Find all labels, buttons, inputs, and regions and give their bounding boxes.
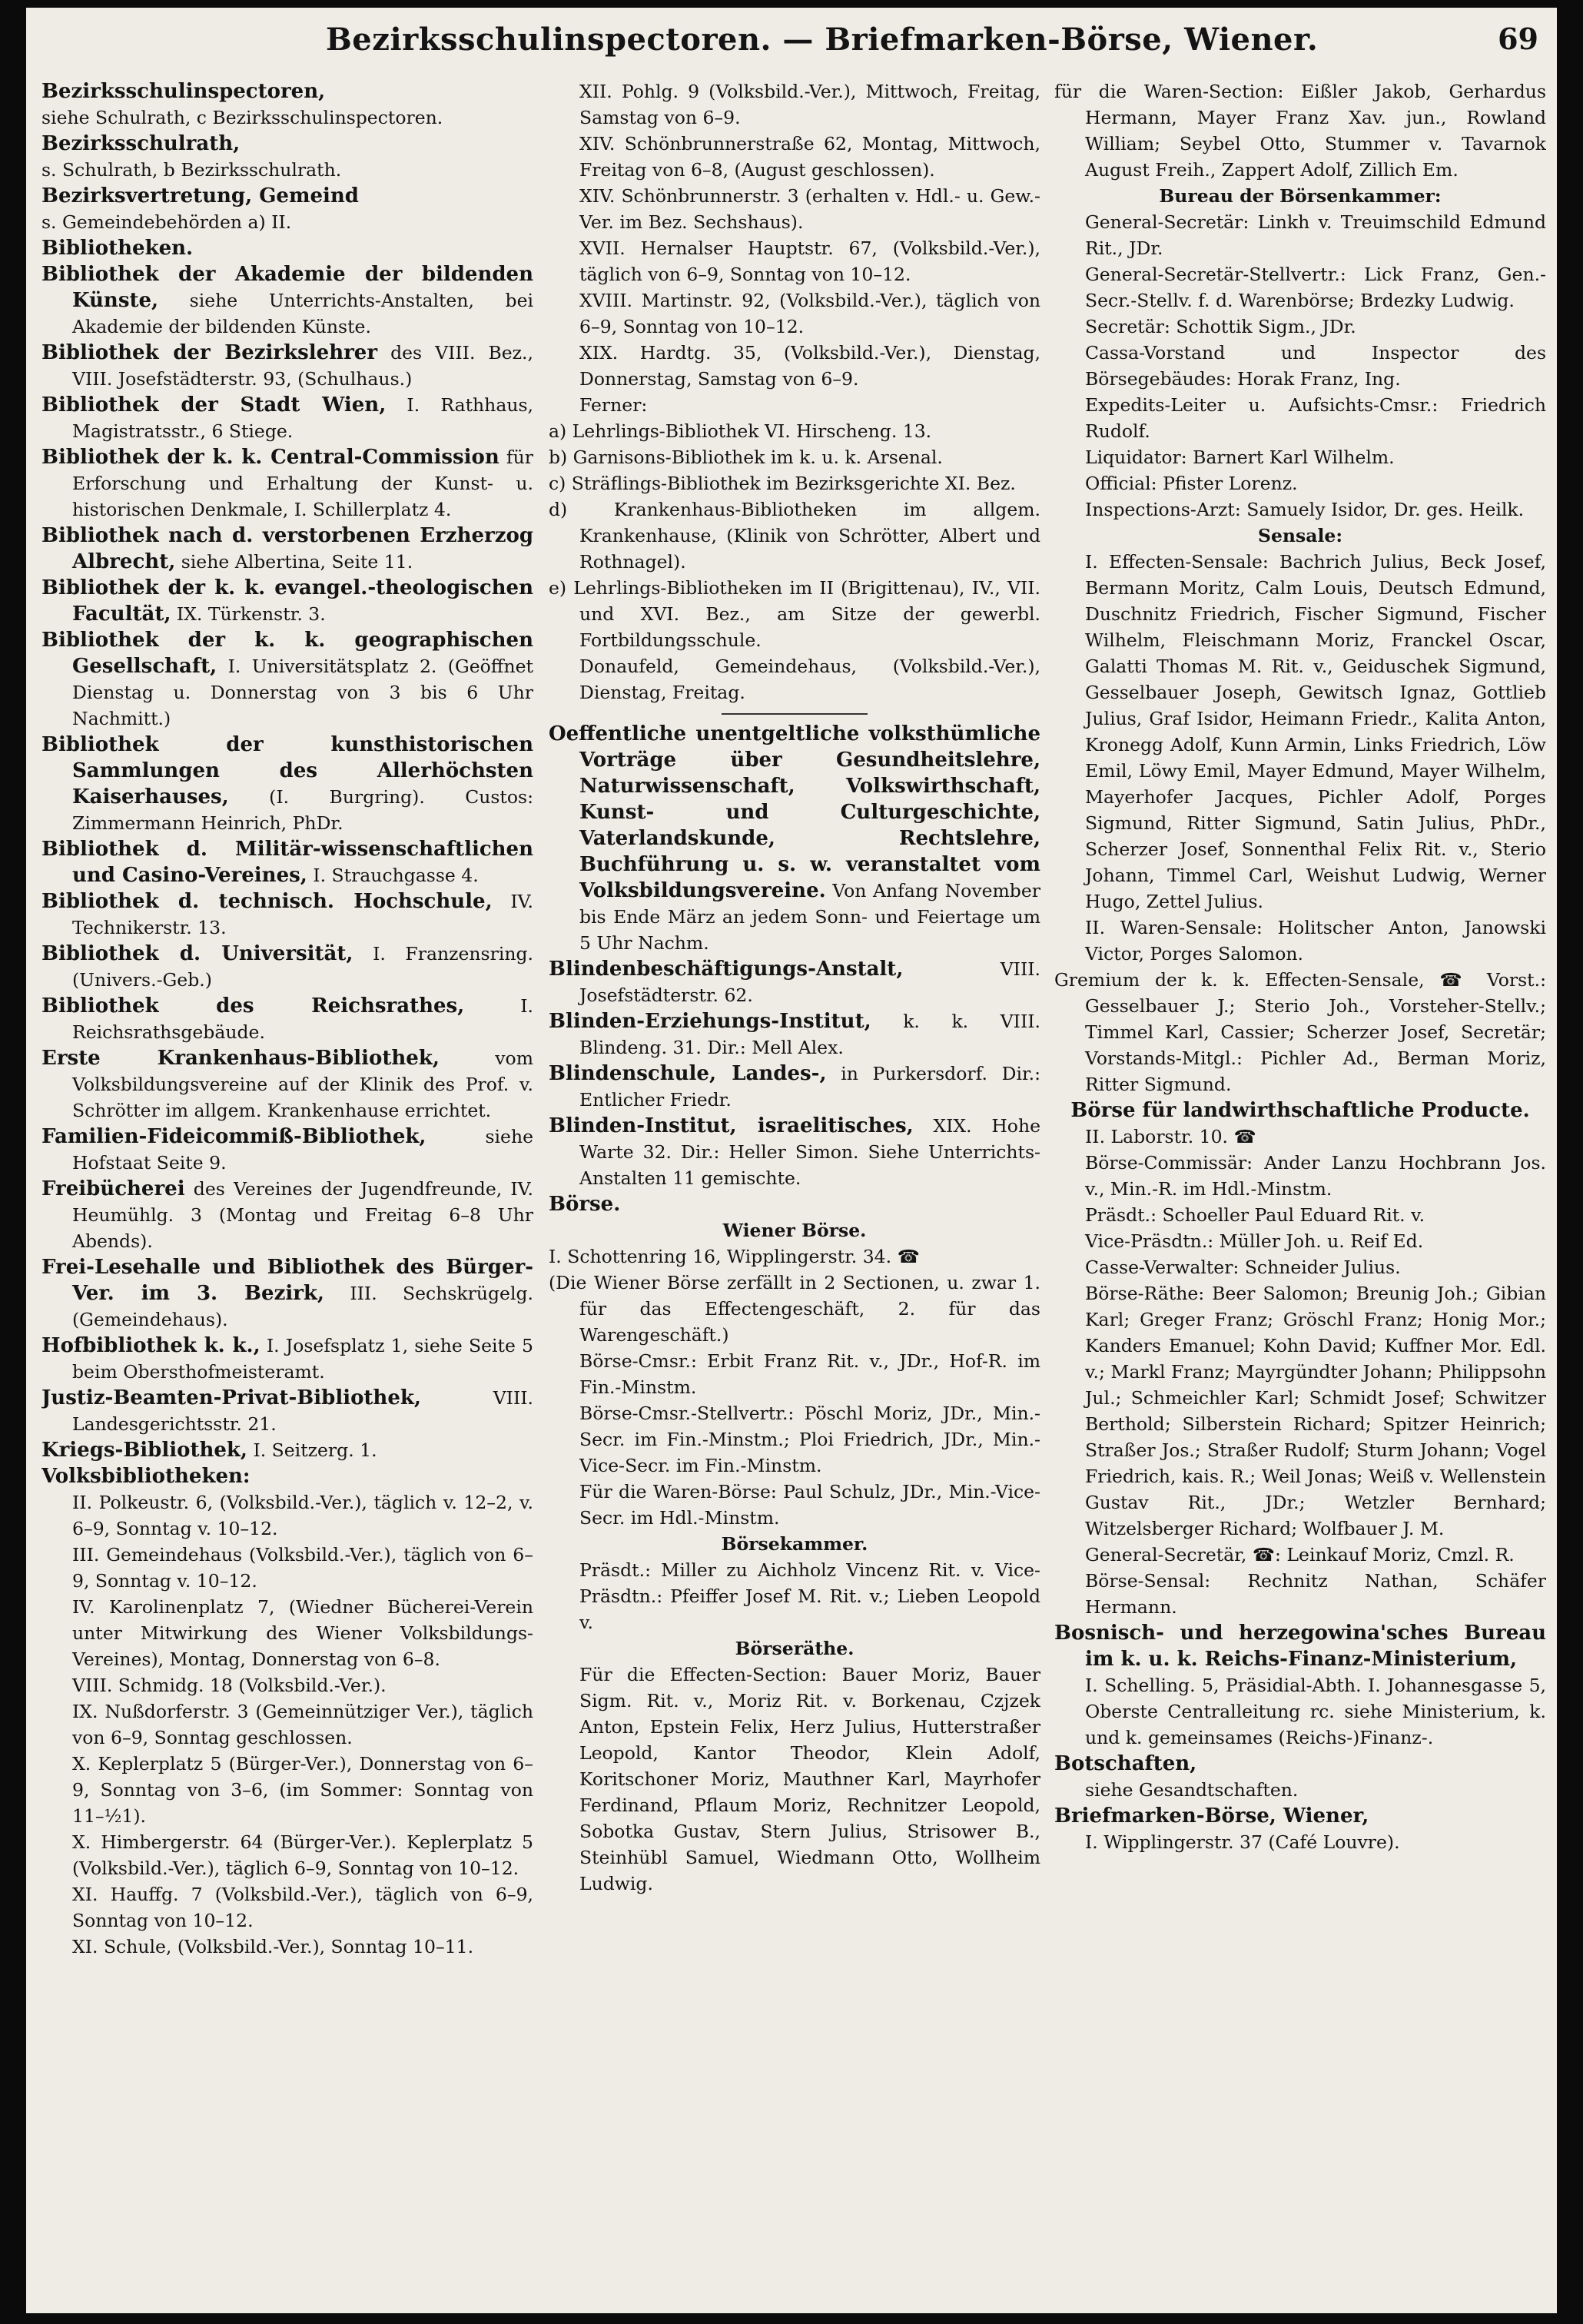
entry-text: Börse-Sensal: Rechnitz Nathan, Schäfer Hermann. xyxy=(1085,1570,1546,1618)
directory-entry xyxy=(1054,470,1546,496)
directory-entry xyxy=(549,1479,1040,1531)
entry-text: Für die Waren-Börse: Paul Schulz, JDr., Min.-Vice-Secr. im Hdl.-Minstm. xyxy=(579,1481,1040,1529)
entry-text: Bureau der Börsenkammer: xyxy=(1159,185,1442,207)
directory-entry xyxy=(1054,314,1546,340)
directory-entry xyxy=(41,627,533,732)
directory-entry xyxy=(41,1463,533,1489)
directory-entry xyxy=(41,261,533,340)
entry-text: IV. Karolinenplatz 7, (Wiedner Bücherei-Verein unter Mitwirkung des Wiener Volksbildungs-Vereines), Montag, Donnerstag von 6–8. xyxy=(72,1596,533,1670)
directory-entry xyxy=(41,1045,533,1124)
directory-entry xyxy=(1054,1254,1546,1280)
entry-text: IV. Technikerstr. 13. xyxy=(72,891,533,938)
entry-heading: Bibliothek des Reichsrathes, xyxy=(41,994,465,1018)
entry-heading: Oeffentliche unentgeltliche volksthümliche Vorträge über Gesundheitslehre, Naturwissenschaft, Volkswirthschaft, Kunst- und Culturgeschichte, Vaterlandskunde, Rechtslehre, Buchführung u. s. w. veranstaltet vom Volksbildungsvereine. xyxy=(549,722,1040,902)
entry-text: k. k. VIII. Blindeng. 31. Dir.: Mell Alex. xyxy=(579,1011,1040,1058)
entry-text: Für die Effecten-Section: Bauer Moriz, Bauer Sigm. Rit. v., Moriz Rit. v. Borkenau, Czjzek Anton, Epstein Felix, Herz Julius, Hutterstraßer Leopold, Kantor Theodor, Klein Adolf, Koritschoner Moriz, Mauthner Karl, Mayrhofer Ferdinand, Pflaum Moriz, Rechnitzer Leopold, Sobotka Gustav, Stern Julius, Strisower B., Steinhübl Samuel, Wiedmann Otto, Wollheim Ludwig. xyxy=(579,1664,1040,1894)
directory-entry xyxy=(41,1437,533,1463)
directory-entry xyxy=(41,1829,533,1881)
directory-entry xyxy=(41,105,533,131)
entry-heading: Bibliothek d. Militär-wissenschaftlichen und Casino-Vereines, xyxy=(41,838,533,887)
entry-text: I. Schottenring 16, Wipplingerstr. 34. ☎ xyxy=(549,1246,920,1267)
directory-entry xyxy=(1054,915,1546,967)
entry-heading: Bibliothek der k. k. evangel.-theologischen Facultät, xyxy=(41,576,533,626)
entry-text: General-Secretär: Linkh v. Treuimschild Edmund Rit., JDr. xyxy=(1085,211,1546,259)
entry-heading: Frei-Lesehalle und Bibliothek des Bürger-Ver. im 3. Bezirk, xyxy=(41,1256,533,1305)
entry-text: Gremium der k. k. Effecten-Sensale, ☎ Vorst.: Gesselbauer J.; Sterio Joh., Vorsteher-Stellv.; Timmel Karl, Cassier; Scherzer Josef, Secretär; Vorstands-Mitgl.: Pichler Ad., Berman Moriz, Ritter Sigmund. xyxy=(1054,969,1546,1095)
entry-text: siehe Hofstaat Seite 9. xyxy=(72,1126,533,1174)
column-middle xyxy=(549,78,1040,2298)
directory-entry xyxy=(41,340,533,392)
entry-text: I. Franzensring. (Univers.-Geb.) xyxy=(72,943,533,991)
directory-entry xyxy=(1054,183,1546,209)
entry-heading: Blindenbeschäftigungs-Anstalt, xyxy=(549,958,904,981)
directory-entry xyxy=(1054,1097,1546,1124)
directory-entry xyxy=(549,183,1040,235)
entry-text: s. Gemeindebehörden a) II. xyxy=(41,211,292,233)
entry-text: vom Volksbildungsvereine auf der Klinik des Prof. v. Schrötter im allgem. Krankenhause errichtet. xyxy=(72,1047,533,1121)
directory-entry xyxy=(549,1113,1040,1191)
entry-heading: Blinden-Institut, israelitisches, xyxy=(549,1114,914,1137)
entry-text: b) Garnisons-Bibliothek im k. u. k. Arsenal. xyxy=(549,447,943,468)
directory-entry xyxy=(41,392,533,444)
entry-heading: Kriegs-Bibliothek, xyxy=(41,1439,247,1462)
entry-heading: Bibliothek der k. k. geographischen Gesellschaft, xyxy=(41,629,533,678)
entry-text: Donaufeld, Gemeindehaus, (Volksbild.-Ver.), Dienstag, Freitag. xyxy=(579,656,1040,703)
entry-text: I. Strauchgasse 4. xyxy=(307,865,479,886)
directory-entry xyxy=(41,1751,533,1829)
entry-heading: Bosnisch- und herzegowina'sches Bureau im k. u. k. Reichs-Finanz-Ministerium, xyxy=(1054,1622,1546,1671)
entry-heading: Volksbibliotheken: xyxy=(41,1465,251,1488)
directory-entry xyxy=(1054,1777,1546,1803)
entry-text: I. Universitätsplatz 2. (Geöffnet Dienstag u. Donnerstag von 3 bis 6 Uhr Nachmitt.) xyxy=(72,656,533,729)
entry-heading: Bibliothek der kunsthistorischen Sammlungen des Allerhöchsten Kaiserhauses, xyxy=(41,733,533,808)
directory-entry xyxy=(549,340,1040,392)
section-rule xyxy=(722,713,868,715)
entry-text: Börse-Räthe: Beer Salomon; Breunig Joh.; Gibian Karl; Greger Franz; Gröschl Franz; Honig Mor.; Kanders Emanuel; Kohn David; Kuffner Mor. Edl. v.; Markl Franz; Mayrgündter Johann; Philippsohn Jul.; Schmeichler Karl; Schmidt Josef; Schwitzer Berthold; Silberstein Richard; Spitzer Heinrich; Straßer Jos.; Straßer Rudolf; Sturm Johann; Vogel Friedrich, kais. R.; Weil Jonas; Weiß v. Wellenstein Gustav Rit., JDr.; Wetzler Bernhard; Witzelsberger Richard; Wolfbauer J. M. xyxy=(1085,1283,1546,1539)
entry-text: Börse-Commissär: Ander Lanzu Hochbrann Jos. v., Min.-R. im Hdl.-Minstm. xyxy=(1085,1152,1546,1200)
entry-text: Börse-Cmsr.-Stellvertr.: Pöschl Moriz, JDr., Min.-Secr. im Fin.-Minstm.; Ploi Friedrich, JDr., Min.-Vice-Secr. im Fin.-Minstm. xyxy=(579,1403,1040,1476)
column-right xyxy=(1054,78,1546,2298)
entry-text: IX. Nußdorferstr. 3 (Gemeinnütziger Ver.), täglich von 6–9, Sonntag geschlossen. xyxy=(72,1701,533,1748)
entry-text: Präsdt.: Schoeller Paul Eduard Rit. v. xyxy=(1085,1204,1425,1226)
directory-entry xyxy=(549,1557,1040,1635)
entry-text: in Purkersdorf. Dir.: Entlicher Friedr. xyxy=(579,1063,1040,1111)
entry-text: III. Gemeindehaus (Volksbild.-Ver.), täglich von 6–9, Sonntag v. 10–12. xyxy=(72,1544,533,1592)
entry-text: (I. Burgring). Custos: Zimmermann Heinrich, PhDr. xyxy=(72,786,533,834)
directory-entry xyxy=(41,575,533,627)
entry-text: VIII. Josefstädterstr. 62. xyxy=(579,958,1040,1006)
page-header xyxy=(26,8,1557,63)
entry-text: Official: Pfister Lorenz. xyxy=(1085,473,1298,494)
entry-heading: Bibliothek d. Universität, xyxy=(41,942,353,965)
directory-entry xyxy=(41,183,533,209)
entry-heading: Bibliotheken. xyxy=(41,237,194,260)
directory-entry xyxy=(549,78,1040,131)
directory-entry xyxy=(549,575,1040,653)
directory-entry xyxy=(1054,549,1546,915)
entry-text: I. Rathhaus, Magistratsstr., 6 Stiege. xyxy=(72,394,533,442)
entry-heading: Bibliothek d. technisch. Hochschule, xyxy=(41,890,493,913)
entry-text: I. Schelling. 5, Präsidial-Abth. I. Johannesgasse 5, Oberste Centralleitung rc. siehe Ministerium, k. und k. gemeinsames (Reichs-)Finanz-. xyxy=(1085,1675,1546,1748)
entry-text: III. Sechskrügelg. (Gemeindehaus). xyxy=(72,1283,533,1330)
directory-entry xyxy=(549,1531,1040,1557)
entry-text: a) Lehrlings-Bibliothek VI. Hirscheng. 13. xyxy=(549,420,932,442)
entry-text: Expedits-Leiter u. Aufsichts-Cmsr.: Friedrich Rudolf. xyxy=(1085,394,1546,442)
directory-entry xyxy=(41,78,533,105)
directory-entry xyxy=(549,418,1040,444)
entry-text: I. Seitzerg. 1. xyxy=(247,1439,377,1461)
directory-entry xyxy=(1054,967,1546,1097)
directory-entry xyxy=(549,1008,1040,1061)
directory-entry xyxy=(1054,209,1546,261)
directory-entry xyxy=(549,392,1040,418)
directory-entry xyxy=(549,1217,1040,1243)
directory-entry xyxy=(1054,340,1546,392)
directory-entry xyxy=(549,131,1040,183)
directory-entry xyxy=(41,1672,533,1698)
entry-text: I. Reichsrathsgebäude. xyxy=(72,995,533,1043)
entry-text: II. Laborstr. 10. ☎ xyxy=(1085,1126,1256,1147)
directory-entry xyxy=(1054,523,1546,549)
entry-text: XIV. Schönbrunnerstr. 3 (erhalten v. Hdl.- u. Gew.-Ver. im Bez. Sechshaus). xyxy=(579,185,1040,233)
entry-text: des Vereines der Jugendfreunde, IV. Heumühlg. 3 (Montag und Freitag 6–8 Uhr Abends). xyxy=(72,1178,533,1252)
directory-entry xyxy=(549,1243,1040,1270)
entry-text: XII. Pohlg. 9 (Volksbild.-Ver.), Mittwoch, Freitag, Samstag von 6–9. xyxy=(579,81,1040,128)
entry-text: e) Lehrlings-Bibliotheken im II (Brigittenau), IV., VII. und XVI. Bez., am Sitze der gewerbl. Fortbildungsschule. xyxy=(549,577,1040,651)
entry-text: s. Schulrath, b Bezirksschulrath. xyxy=(41,159,342,181)
entry-text: XVIII. Martinstr. 92, (Volksbild.-Ver.), täglich von 6–9, Sonntag von 10–12. xyxy=(579,290,1040,337)
entry-text: XVII. Hernalser Hauptstr. 67, (Volksbild.-Ver.), täglich von 6–9, Sonntag von 10–12. xyxy=(579,237,1040,285)
entry-text: Von Anfang November bis Ende März an jedem Sonn- und Feiertage um 5 Uhr Nachm. xyxy=(579,880,1040,954)
directory-entry xyxy=(1054,1280,1546,1542)
directory-entry xyxy=(41,131,533,157)
directory-entry xyxy=(549,1270,1040,1348)
directory-entry xyxy=(549,1191,1040,1217)
directory-entry xyxy=(41,235,533,261)
directory-entry xyxy=(1054,1620,1546,1672)
entry-heading: Blindenschule, Landes-, xyxy=(549,1062,827,1085)
entry-text: Liquidator: Barnert Karl Wilhelm. xyxy=(1085,447,1395,468)
entry-text: Ferner: xyxy=(579,394,648,416)
directory-entry xyxy=(549,235,1040,287)
directory-entry xyxy=(1054,1672,1546,1751)
entry-text: IX. Türkenstr. 3. xyxy=(171,603,326,625)
directory-entry xyxy=(1054,1751,1546,1777)
directory-entry xyxy=(41,1176,533,1254)
entry-text: (Die Wiener Börse zerfällt in 2 Sectionen, u. zwar 1. für das Effectengeschäft, 2. für das Warengeschäft.) xyxy=(549,1272,1040,1346)
entry-heading: Erste Krankenhaus-Bibliothek, xyxy=(41,1047,440,1070)
entry-text: X. Keplerplatz 5 (Bürger-Ver.), Donnerstag von 6–9, Sonntag von 3–6, (im Sommer: Sonntag von 11–½1). xyxy=(72,1753,533,1827)
entry-text: Sensale: xyxy=(1257,525,1343,546)
directory-entry xyxy=(549,1061,1040,1113)
entry-text: II. Waren-Sensale: Holitscher Anton, Janowski Victor, Porges Salomon. xyxy=(1085,917,1546,964)
entry-text: I. Josefsplatz 1, siehe Seite 5 beim Obersthofmeisteramt. xyxy=(72,1335,533,1383)
directory-entry xyxy=(549,287,1040,340)
entry-text: II. Polkeustr. 6, (Volksbild.-Ver.), täglich v. 12–2, v. 6–9, Sonntag v. 10–12. xyxy=(72,1492,533,1539)
entry-heading: Bibliothek der Stadt Wien, xyxy=(41,393,387,417)
directory-entry xyxy=(1054,1829,1546,1855)
directory-entry xyxy=(41,157,533,183)
entry-text: VIII. Schmidg. 18 (Volksbild.-Ver.). xyxy=(72,1675,387,1696)
entry-text: d) Krankenhaus-Bibliotheken im allgem. Krankenhause, (Klinik von Schrötter, Albert und Rothnagel). xyxy=(549,499,1040,573)
entry-text: Wiener Börse. xyxy=(722,1220,867,1241)
entry-heading: Justiz-Beamten-Privat-Bibliothek, xyxy=(41,1386,421,1409)
entry-heading: Hofbibliothek k. k., xyxy=(41,1334,261,1357)
entry-text: siehe Schulrath, c Bezirksschulinspectoren. xyxy=(41,107,443,128)
entry-heading: Familien-Fideicommiß-Bibliothek, xyxy=(41,1125,426,1148)
document-page xyxy=(26,8,1557,2313)
entry-text: siehe Unterrichts-Anstalten, bei Akademie der bildenden Künste. xyxy=(72,290,533,337)
entry-text: Börse-Cmsr.: Erbit Franz Rit. v., JDr., Hof-R. im Fin.-Minstm. xyxy=(579,1350,1040,1398)
directory-entry xyxy=(41,1881,533,1934)
entry-heading: Bibliothek der Bezirkslehrer xyxy=(41,341,378,364)
entry-text: Vice-Präsdtn.: Müller Joh. u. Reif Ed. xyxy=(1085,1230,1424,1252)
entry-text: XI. Schule, (Volksbild.-Ver.), Sonntag 10–11. xyxy=(72,1936,474,1957)
entry-text: XIX. Hohe Warte 32. Dir.: Heller Simon. Siehe Unterrichts-Anstalten 11 gemischte. xyxy=(579,1115,1040,1189)
directory-entry xyxy=(41,993,533,1045)
entry-text: Börseräthe. xyxy=(735,1638,855,1659)
directory-entry xyxy=(41,1489,533,1542)
directory-entry xyxy=(1054,444,1546,470)
entry-heading: Freibücherei xyxy=(41,1177,185,1200)
entry-heading: Bibliothek der Akademie der bildenden Künste, xyxy=(41,263,533,312)
directory-entry xyxy=(549,1662,1040,1897)
directory-entry xyxy=(41,1594,533,1672)
directory-entry xyxy=(41,888,533,941)
directory-entry xyxy=(1054,1202,1546,1228)
directory-entry xyxy=(549,653,1040,706)
column-left xyxy=(41,78,533,2298)
entry-heading: Bezirksschulrath, xyxy=(41,132,241,155)
entry-text: siehe Gesandtschaften. xyxy=(1085,1779,1299,1801)
directory-entry xyxy=(1054,78,1546,183)
entry-text: XI. Hauffg. 7 (Volksbild.-Ver.), täglich von 6–9, Sonntag von 10–12. xyxy=(72,1884,533,1931)
entry-heading: Blinden-Erziehungs-Institut, xyxy=(549,1010,871,1033)
directory-entry xyxy=(1054,1803,1546,1829)
directory-entry xyxy=(549,470,1040,496)
directory-entry xyxy=(1054,1150,1546,1202)
directory-entry xyxy=(41,1934,533,1960)
entry-heading: Bibliothek nach d. verstorbenen Erzherzog Albrecht, xyxy=(41,524,533,573)
entry-text: für Erforschung und Erhaltung der Kunst- u. historischen Denkmale, I. Schillerplatz 4. xyxy=(72,447,533,520)
directory-entry xyxy=(549,956,1040,1008)
entry-text: Börsekammer. xyxy=(721,1533,868,1555)
directory-entry xyxy=(41,1542,533,1594)
directory-entry xyxy=(1054,261,1546,314)
entry-text: I. Effecten-Sensale: Bachrich Julius, Beck Josef, Bermann Moritz, Calm Louis, Deutsch Edmund, Duschnitz Friedrich, Fischer Sigmund, Fischer Wilhelm, Fleischmann Moriz, Franckel Oscar, Galatti Thomas M. Rit. v., Geiduschek Sigmund, Gesselbauer Joseph, Gewitsch Ignaz, Gottlieb Julius, Graf Isidor, Heimann Friedr., Kalita Anton, Kronegg Adolf, Kunn Armin, Links Friedrich, Löw Emil, Löwy Emil, Mayer Edmund, Mayer Wilhelm, Mayerhofer Jacques, Pichler Adolf, Porges Sigmund, Ritter Sigmund, Satin Julius, PhDr., Scherzer Josef, Sonnenthal Felix Rit. v., Sterio Johann, Timmel Carl, Weishut Ludwig, Werner Hugo, Zettel Julius. xyxy=(1085,551,1546,912)
directory-entry xyxy=(41,941,533,993)
entry-heading: Börse. xyxy=(549,1193,621,1216)
directory-entry xyxy=(41,1385,533,1437)
directory-entry xyxy=(1054,496,1546,523)
entry-text: des VIII. Bez., VIII. Josefstädterstr. 93, (Schulhaus.) xyxy=(72,342,533,390)
entry-heading: Bezirksvertretung, Gemeind xyxy=(41,184,359,208)
directory-entry xyxy=(41,1333,533,1385)
directory-entry xyxy=(549,496,1040,575)
entry-text: General-Secretär, ☎: Leinkauf Moriz, Cmzl. R. xyxy=(1085,1544,1515,1565)
directory-entry xyxy=(41,836,533,888)
entry-text: Casse-Verwalter: Schneider Julius. xyxy=(1085,1257,1401,1278)
directory-entry xyxy=(41,732,533,836)
entry-text: Präsdt.: Miller zu Aichholz Vincenz Rit. v. Vice-Präsdtn.: Pfeiffer Josef M. Rit. v.; Lieben Leopold v. xyxy=(579,1559,1040,1633)
entry-text: VIII. Landesgerichtsstr. 21. xyxy=(72,1387,533,1435)
running-title: Bezirksschulinspectoren. — Briefmarken-Börse, Wiener. xyxy=(326,22,1319,58)
entry-heading: Botschaften, xyxy=(1054,1752,1197,1775)
directory-entry xyxy=(1054,1228,1546,1254)
entry-text: XIV. Schönbrunnerstraße 62, Montag, Mittwoch, Freitag von 6–8, (August geschlossen). xyxy=(579,133,1040,181)
directory-entry xyxy=(41,444,533,523)
entry-text: X. Himbergerstr. 64 (Bürger-Ver.). Keplerplatz 5 (Volksbild.-Ver.), täglich 6–9, Sonntag von 10–12. xyxy=(72,1831,533,1879)
entry-text: Secretär: Schottik Sigm., JDr. xyxy=(1085,316,1356,337)
directory-entry xyxy=(549,721,1040,956)
entry-text: Inspections-Arzt: Samuely Isidor, Dr. ges. Heilk. xyxy=(1085,499,1525,520)
directory-entry xyxy=(1054,1124,1546,1150)
entry-text: XIX. Hardtg. 35, (Volksbild.-Ver.), Dienstag, Donnerstag, Samstag von 6–9. xyxy=(579,342,1040,390)
directory-entry xyxy=(41,1124,533,1176)
directory-entry xyxy=(549,444,1040,470)
directory-entry xyxy=(549,1400,1040,1479)
directory-entry xyxy=(41,209,533,235)
entry-text: siehe Albertina, Seite 11. xyxy=(175,551,413,573)
directory-entry xyxy=(549,1635,1040,1662)
directory-entry xyxy=(41,523,533,575)
entry-text: Cassa-Vorstand und Inspector des Börsegebäudes: Horak Franz, Ing. xyxy=(1085,342,1546,390)
entry-text: General-Secretär-Stellvertr.: Lick Franz, Gen.-Secr.-Stellv. f. d. Warenbörse; Brdezky Ludwig. xyxy=(1085,264,1546,311)
directory-entry xyxy=(1054,392,1546,444)
entry-text: I. Wipplingerstr. 37 (Café Louvre). xyxy=(1085,1831,1400,1853)
entry-text: c) Sträflings-Bibliothek im Bezirksgerichte XI. Bez. xyxy=(549,473,1016,494)
directory-entry xyxy=(1054,1542,1546,1568)
page-number: 69 xyxy=(1498,22,1538,56)
entry-heading: Bezirksschulinspectoren, xyxy=(41,80,326,103)
entry-heading: Börse für landwirthschaftliche Producte. xyxy=(1070,1099,1530,1122)
entry-text: für die Waren-Section: Eißler Jakob, Gerhardus Hermann, Mayer Franz Xav. jun., Rowland William; Seybel Otto, Stummer v. Tavarnok August Freih., Zappert Adolf, Zillich Em. xyxy=(1054,81,1546,181)
directory-entry xyxy=(1054,1568,1546,1620)
entry-heading: Bibliothek der k. k. Central-Commission xyxy=(41,446,499,469)
entry-heading: Briefmarken-Börse, Wiener, xyxy=(1054,1804,1369,1828)
directory-entry xyxy=(41,1698,533,1751)
directory-entry xyxy=(549,1348,1040,1400)
directory-entry xyxy=(41,1254,533,1333)
